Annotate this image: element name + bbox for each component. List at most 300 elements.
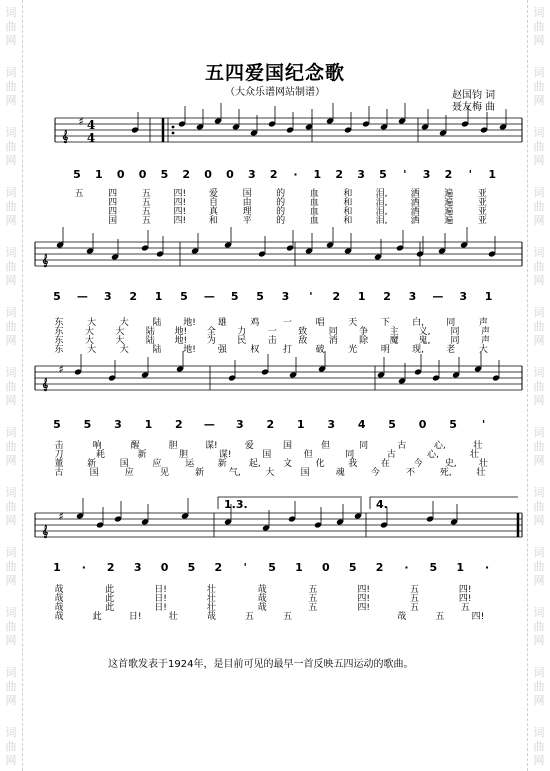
watermark-char: 词 [5,426,17,439]
lyric-char: 陆 [145,336,155,346]
lyric-char: 遍 [444,198,454,208]
lyric-char: 除 [359,336,369,346]
lyric-char: 权 [250,345,260,355]
watermark-char: 曲 [533,200,545,213]
lyric-char: 真 [208,207,218,217]
lyric-char: 起, [248,459,261,469]
jianpu-note: · [81,561,86,574]
lyric-char: 大 [478,345,488,355]
watermark-char: 曲 [5,380,17,393]
jianpu-note: — [203,290,215,303]
lyric-char: 同 [328,327,338,337]
watermark-char: 曲 [5,320,17,333]
jianpu-note: 0 [138,168,147,181]
lyric-char: 五 [141,189,151,199]
treble-clef-icon: 𝄞 [41,254,49,267]
lyric-char: 遍 [444,207,454,217]
lyric-char: 古 [54,468,64,478]
lyric-char: 四! [173,207,187,217]
watermark-char: 网 [533,694,545,707]
volta-bracket-2 [370,497,518,509]
jianpu-note: 2 [214,561,223,574]
lyric-char: 东 [54,318,64,328]
watermark-char: 曲 [5,440,17,453]
lyric-char: 和 [208,216,218,226]
jianpu-note: 2 [375,561,384,574]
lyric-char: 五 [141,198,151,208]
jianpu-note: — [432,290,444,303]
lyric-char: 泪, [375,189,388,199]
jianpu-note: 5 [180,290,188,303]
lyric-char: 哉 [54,603,64,613]
lyric-char: 应 [152,459,162,469]
lyric-char: 亚 [477,189,487,199]
watermark-char: 网 [5,214,17,227]
lyric-char: 五 [409,594,419,604]
lyric-char: 五 [244,612,254,622]
jianpu-note: 3 [281,290,290,303]
lyric-char: 平 [242,216,252,226]
lyric-char: 四! [173,198,187,208]
lyric-char: 争 [359,327,369,337]
lyric-char: 由 [242,198,252,208]
lyric-char: 胆 [168,441,178,451]
lyric-char: 大 [84,327,94,337]
watermark-char: 词 [5,666,17,679]
lyric-char: 民 [237,336,247,346]
watermark-char: 词 [533,186,545,199]
lyric-char: 应 [124,468,134,478]
lyric-char: 四! [458,594,472,604]
jianpu-note: 1 [296,418,305,431]
watermark-char: 网 [533,574,545,587]
lyric-char: 响 [92,441,102,451]
jianpu-note: 1 [313,168,322,181]
watermark-char: 词 [533,606,545,619]
lyric-char: 哉 [206,612,216,622]
lyric-char: 泪, [375,207,388,217]
lyric-char: 魂 [335,468,345,478]
lyric-char: 唱 [315,318,325,328]
watermark-char: 曲 [5,20,17,33]
lyric-char: 四! [357,594,370,604]
jianpu-note: 3 [114,418,122,431]
time-signature-top: 4 [86,118,96,132]
lyric-char: 鬼, [418,336,431,346]
lyricist-credit: 赵国钧 词 [452,90,496,101]
lyric-char: 五 [141,216,151,226]
lyric-char: 五 [282,612,293,622]
watermark-char: 网 [533,154,545,167]
lyric-char: 鸡 [250,318,260,328]
lyric-char: 血 [309,189,319,199]
treble-clef-icon: 𝄞 [41,378,49,391]
jianpu-note: 1 [295,561,303,574]
lyric-char: 大 [84,336,94,346]
lyric-char: 击 [267,336,277,346]
lyric-char: 化 [315,459,325,469]
lyric-char: 地! [183,345,196,355]
watermark-char: 网 [5,154,17,167]
jianpu-note: 3 [327,418,336,431]
lyric-char: 但 [321,441,331,451]
lyric-char: 哉 [397,612,407,622]
watermark-char: 曲 [533,260,545,273]
lyric-char: 壮 [473,441,483,451]
lyric-char: 董 [54,459,64,469]
lyric-char: 致 [298,327,308,337]
watermark-char: 曲 [5,80,17,93]
treble-clef-icon: 𝄞 [61,130,69,143]
lyric-char: 东 [54,327,64,337]
lyric-char: 五 [409,585,419,595]
lyric-char: 心, [426,450,439,460]
jianpu-note: 3 [247,168,256,181]
jianpu-note: 1 [456,561,465,574]
jianpu-note: 5 [429,561,438,574]
lyric-char: 古 [397,441,407,451]
lyric-char: 新 [195,468,205,478]
lyric-char: 国 [119,459,129,469]
watermark-char: 网 [5,694,17,707]
lyric-char: 谋! [205,441,218,451]
watermark-char: 词 [5,546,17,559]
jianpu-note: — [203,418,215,431]
lyric-char: 陆 [152,318,162,328]
lyric-char: 五 [409,603,419,613]
lyric-char: 哉 [54,612,64,622]
lyric-char: 消 [328,336,338,346]
jianpu-note: ' [468,168,472,181]
lyric-char: 同 [450,336,460,346]
volta-label-1: 1.3. [224,498,248,511]
watermark-char: 词 [533,426,545,439]
jianpu-note: 2 [383,290,391,303]
lyric-char: 洒 [410,207,420,217]
lyric-char: 强 [217,345,227,355]
lyric-char: 日! [154,585,167,595]
lyric-char: 同 [345,450,355,460]
lyric-char: 胆 [179,450,189,460]
lyric-char: 雄 [217,318,227,328]
lyric-char: 和 [343,207,353,217]
lyric-char: 的 [276,207,286,217]
lyric-char: 醒 [130,441,140,451]
watermark-char: 词 [5,606,17,619]
jianpu-note: 2 [335,168,344,181]
jianpu-note: 5 [160,168,169,181]
lyric-char: 五 [460,603,470,613]
lyric-char: 爱 [244,441,254,451]
jianpu-note: 5 [73,168,81,181]
lyric-char: 心, [433,441,446,451]
jianpu-note: 3 [408,290,417,303]
jianpu-note: 4 [357,418,366,431]
lyric-char: 泪, [375,198,388,208]
lyric-char: 声 [481,336,491,346]
lyric-char: 大 [87,318,97,328]
watermark-char: 网 [533,634,545,647]
watermark-char: 网 [5,274,17,287]
composer-credit: 聂友梅 曲 [452,102,496,113]
lyric-char: 的 [276,198,286,208]
lyric-char: 哉 [257,585,267,595]
lyric-char: 见 [159,468,169,478]
lyric-char: 气, [228,468,241,478]
lyric-char: 大 [87,345,97,355]
watermark-char: 词 [533,6,545,19]
watermark-char: 网 [5,334,17,347]
watermark-char: 曲 [5,500,17,513]
jianpu-note: ' [403,168,407,181]
jianpu-note: 3 [422,168,431,181]
lyric-char: 一 [282,318,293,328]
volta-label-2: 4. [376,498,388,511]
lyric-char: 壮 [168,612,178,622]
jianpu-note: 3 [459,290,468,303]
lyric-char: 光 [348,345,358,355]
lyric-char: 遍 [444,189,454,199]
lyric-char: 白, [412,318,425,328]
lyric-char: 和 [343,198,353,208]
lyric-char: 大 [119,345,129,355]
watermark-char: 曲 [533,380,545,393]
lyric-char: 洒 [410,216,420,226]
lyric-char: 五 [74,189,84,199]
lyric-char: 声 [478,318,488,328]
lyric-char: 全 [206,327,216,337]
repeat-dot [172,126,175,129]
watermark-char: 网 [533,754,545,767]
lyric-char: 新 [87,459,97,469]
watermark-char: 曲 [533,140,545,153]
lyric-char: 国 [300,468,310,478]
lyric-char: 文 [282,459,293,469]
lyric-char: 陆 [145,327,155,337]
lyric-char: 为 [206,336,216,346]
jianpu-note: · [293,168,298,181]
jianpu-note: ' [243,561,247,574]
lyric-char: 老 [446,345,456,355]
lyric-char: 爱 [208,189,218,199]
lyric-char: 壮 [206,603,216,613]
watermark-char: 网 [5,394,17,407]
lyric-char: 但 [303,450,313,460]
lyric-char: 亚 [477,198,487,208]
watermark-char: 曲 [533,680,545,693]
lyric-char: 五 [308,603,318,613]
lyric-char: 新 [217,459,227,469]
lyric-char: 国 [108,216,118,226]
watermark-char: 曲 [533,20,545,33]
jianpu-note: 5 [187,561,196,574]
treble-clef-icon: 𝄞 [41,525,49,538]
jianpu-note: · [485,561,490,574]
lyric-char: 自 [208,198,218,208]
jianpu-note: 0 [321,561,330,574]
lyric-char: 此 [105,585,115,595]
watermark-char: 词 [533,486,545,499]
watermark-char: 词 [533,546,545,559]
lyric-char: 四! [471,612,485,622]
lyric-char: 义, [418,327,431,337]
watermark-char: 网 [5,634,17,647]
jianpu-note: 1 [154,290,163,303]
jianpu-note: 0 [418,418,427,431]
watermark-char: 词 [5,726,17,739]
lyric-char: 今 [370,468,380,478]
lyric-char: 东 [54,345,64,355]
lyric-char: 四 [108,198,118,208]
lyric-char: 在 [380,459,390,469]
watermark-char: 网 [5,94,17,107]
jianpu-note: 5 [348,561,357,574]
footnote: 这首歌发表于1924年，是目前可见的最早一首反映五四运动的歌曲。 [108,659,414,670]
jianpu-note: 2 [266,418,275,431]
jianpu-note: 2 [129,290,137,303]
lyric-char: 地! [174,336,188,346]
watermark-char: 网 [533,394,545,407]
repeat-dot [172,132,175,135]
watermark-char: 词 [5,186,17,199]
lyric-char: 四! [357,603,370,613]
watermark-char: 曲 [5,260,17,273]
watermark-char: 网 [533,214,545,227]
lyric-char: 谋! [218,450,232,460]
lyric-char: 一 [267,327,277,337]
lyric-char: 哉 [257,603,267,613]
lyric-char: 明 [380,345,390,355]
lyric-char: 壮 [469,450,479,460]
lyric-char: 五 [308,594,318,604]
lyric-char: 不 [406,468,416,478]
lyric-char: 壮 [478,459,488,469]
lyric-char: 我 [348,459,358,469]
lyric-char: 亚 [477,207,487,217]
watermark-char: 网 [533,454,545,467]
watermark-char: 曲 [533,740,545,753]
watermark-char: 网 [5,754,17,767]
lyric-char: 同 [359,441,369,451]
lyric-char: 壮 [206,585,216,595]
lyric-char: 击 [54,441,64,451]
lyric-char: 此 [105,603,115,613]
lyric-char: 壮 [206,594,216,604]
lyric-char: 同 [446,318,456,328]
jianpu-note: 0 [226,168,234,181]
lyric-char: 刀 [54,450,64,460]
watermark-char: 网 [533,34,545,47]
watermark-char: 词 [533,66,545,79]
watermark-char: 曲 [533,560,545,573]
lyric-char: 魔 [389,336,399,346]
lyric-char: 国 [89,468,99,478]
lyric-char: 哉 [54,585,64,595]
jianpu-note: 2 [182,168,191,181]
watermark-char: 曲 [5,140,17,153]
watermark-char: 网 [5,34,17,47]
jianpu-note: 1 [484,290,493,303]
jianpu-note: 5 [388,418,396,431]
watermark-char: 网 [533,274,545,287]
jianpu-note: · [404,561,409,574]
lyric-char: 地! [174,327,188,337]
watermark-char: 曲 [5,740,17,753]
lyric-char: 国 [282,441,293,451]
watermark-char: 曲 [533,320,545,333]
jianpu-note: 5 [53,290,61,303]
watermark-char: 词 [5,306,17,319]
lyric-char: 四 [108,189,118,199]
lyric-char: 主 [389,327,399,337]
lyric-char: 地! [183,318,196,328]
lyric-char: 泪, [375,216,388,226]
watermark-char: 网 [533,334,545,347]
lyric-char: 四! [173,189,187,199]
lyric-char: 的 [276,216,286,226]
watermark-char: 曲 [533,440,545,453]
jianpu-note: 2 [175,418,183,431]
lyric-char: 破 [315,345,325,355]
lyric-char: 亚 [477,216,487,226]
watermark-char: 词 [5,366,17,379]
lyric-char: 现, [412,345,425,355]
lyric-char: 血 [309,207,319,217]
watermark-char: 网 [5,514,17,527]
jianpu-note: 0 [116,168,125,181]
jianpu-note: ' [309,290,313,303]
lyric-char: 此 [92,612,102,622]
watermark-char: 词 [5,486,17,499]
jianpu-note: 5 [256,290,264,303]
sharp-icon: ♯ [78,115,84,128]
lyric-char: 日! [128,612,142,622]
watermark-char: 网 [5,454,17,467]
lyric-char: 力 [237,327,247,337]
lyric-char: 古 [386,450,396,460]
lyric-char: 洒 [410,189,420,199]
lyric-char: 东 [54,336,64,346]
jianpu-note: 3 [235,418,244,431]
watermark-char: 曲 [5,560,17,573]
lyric-char: 今 [413,459,423,469]
lyric-char: 声 [481,327,491,337]
lyric-char: 四! [173,216,187,226]
watermark-char: 曲 [533,80,545,93]
jianpu-note: 1 [144,418,153,431]
watermark-char: 词 [533,366,545,379]
watermark-char: 曲 [533,500,545,513]
jianpu-note: 0 [160,561,169,574]
watermark-char: 词 [5,246,17,259]
lyric-char: 遍 [444,216,454,226]
lyric-char: 大 [119,318,129,328]
lyric-char: 运 [185,459,195,469]
source-note: （大众乐谱网站制谱） [225,87,325,98]
lyric-char: 和 [343,216,353,226]
watermark-char: 曲 [5,200,17,213]
watermark-char: 词 [533,666,545,679]
jianpu-note: 5 [53,418,61,431]
watermark-char: 词 [5,126,17,139]
lyric-char: 五 [141,207,151,217]
jianpu-note: 1 [488,168,496,181]
lyric-char: 血 [309,216,319,226]
lyric-char: 下 [380,318,390,328]
time-signature-bottom: 4 [86,131,96,145]
watermark-char: 网 [533,94,545,107]
jianpu-note: 2 [332,290,341,303]
